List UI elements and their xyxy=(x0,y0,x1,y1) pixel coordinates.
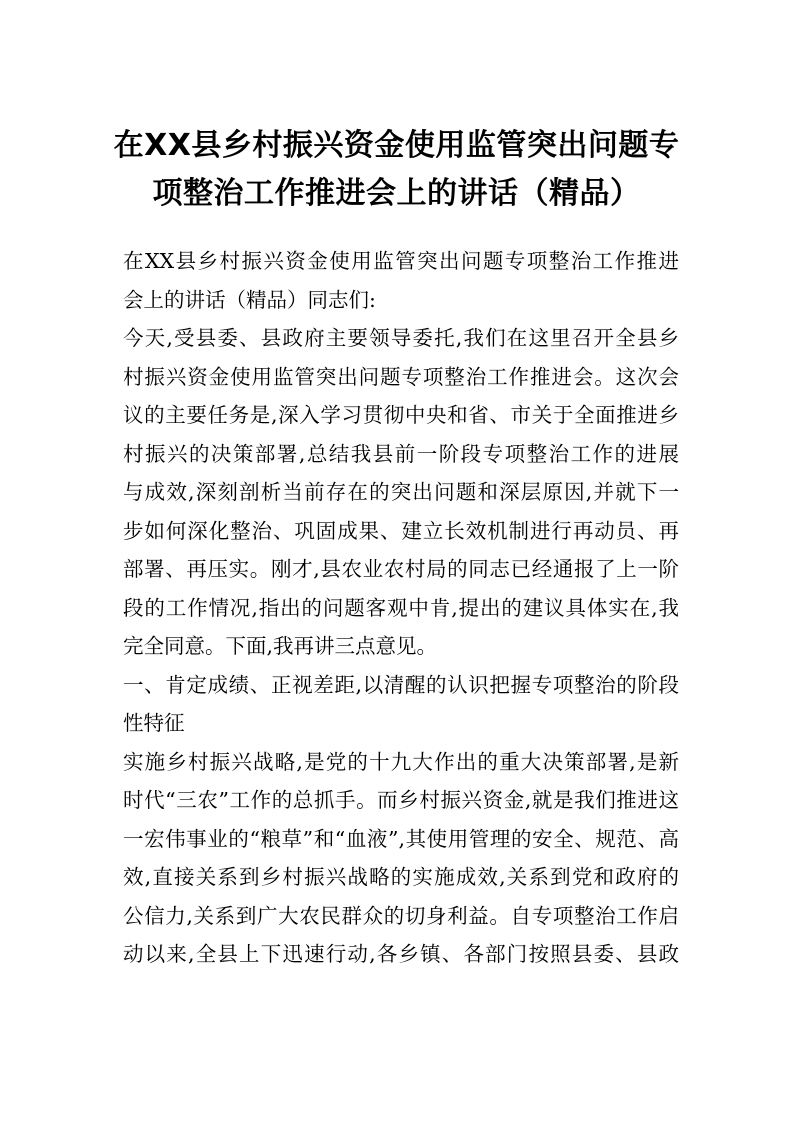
body-line: 效,直接关系到乡村振兴战略的实施成效,关系到党和政府的 xyxy=(123,865,679,889)
body-line: 议的主要任务是,深入学习贯彻中央和省、市关于全面推进乡 xyxy=(123,403,679,427)
body-line: 一宏伟事业的“粮草”和“血液”,其使用管理的安全、规范、高 xyxy=(123,826,679,851)
section-heading-line: 一、肯定成绩、正视差距,以清醒的认识把握专项整治的阶段 xyxy=(123,672,679,697)
section-heading-line: 性特征 xyxy=(123,711,185,735)
body-line: 完全同意。下面,我再讲三点意见。 xyxy=(123,634,438,658)
body-line: 动以来,全县上下迅速行动,各乡镇、各部门按照县委、县政 xyxy=(123,942,679,966)
body-line: 步如何深化整治、巩固成果、建立长效机制进行再动员、再 xyxy=(123,518,679,543)
document-title-line-1: 在XX县乡村振兴资金使用监管突出问题专 xyxy=(113,128,680,163)
body-line: 会上的讲话（精品）同志们: xyxy=(123,287,376,312)
body-line: 部署、再压实。刚才,县农业农村局的同志已经通报了上一阶 xyxy=(123,557,679,581)
document-body xyxy=(123,242,679,974)
body-line: 在XX县乡村振兴资金使用监管突出问题专项整治工作推进 xyxy=(123,249,679,273)
body-line: 村振兴资金使用监管突出问题专项整治工作推进会。这次会 xyxy=(123,364,679,389)
body-line: 与成效,深刻剖析当前存在的突出问题和深层原因,并就下一 xyxy=(123,480,679,504)
body-line: 公信力,关系到广大农民群众的切身利益。自专项整治工作启 xyxy=(123,903,679,928)
body-line: 今天,受县委、县政府主要领导委托,我们在这里召开全县乡 xyxy=(123,326,679,350)
body-line: 实施乡村振兴战略,是党的十九大作出的重大决策部署,是新 xyxy=(123,749,679,774)
body-line: 时代“三农”工作的总抓手。而乡村振兴资金,就是我们推进这 xyxy=(123,788,679,812)
body-line: 段的工作情况,指出的问题客观中肯,提出的建议具体实在,我 xyxy=(123,595,679,620)
document-title-line-2: 项整治工作推进会上的讲话（精品） xyxy=(152,176,641,211)
body-line: 村振兴的决策部署,总结我县前一阶段专项整治工作的进展 xyxy=(123,441,679,466)
